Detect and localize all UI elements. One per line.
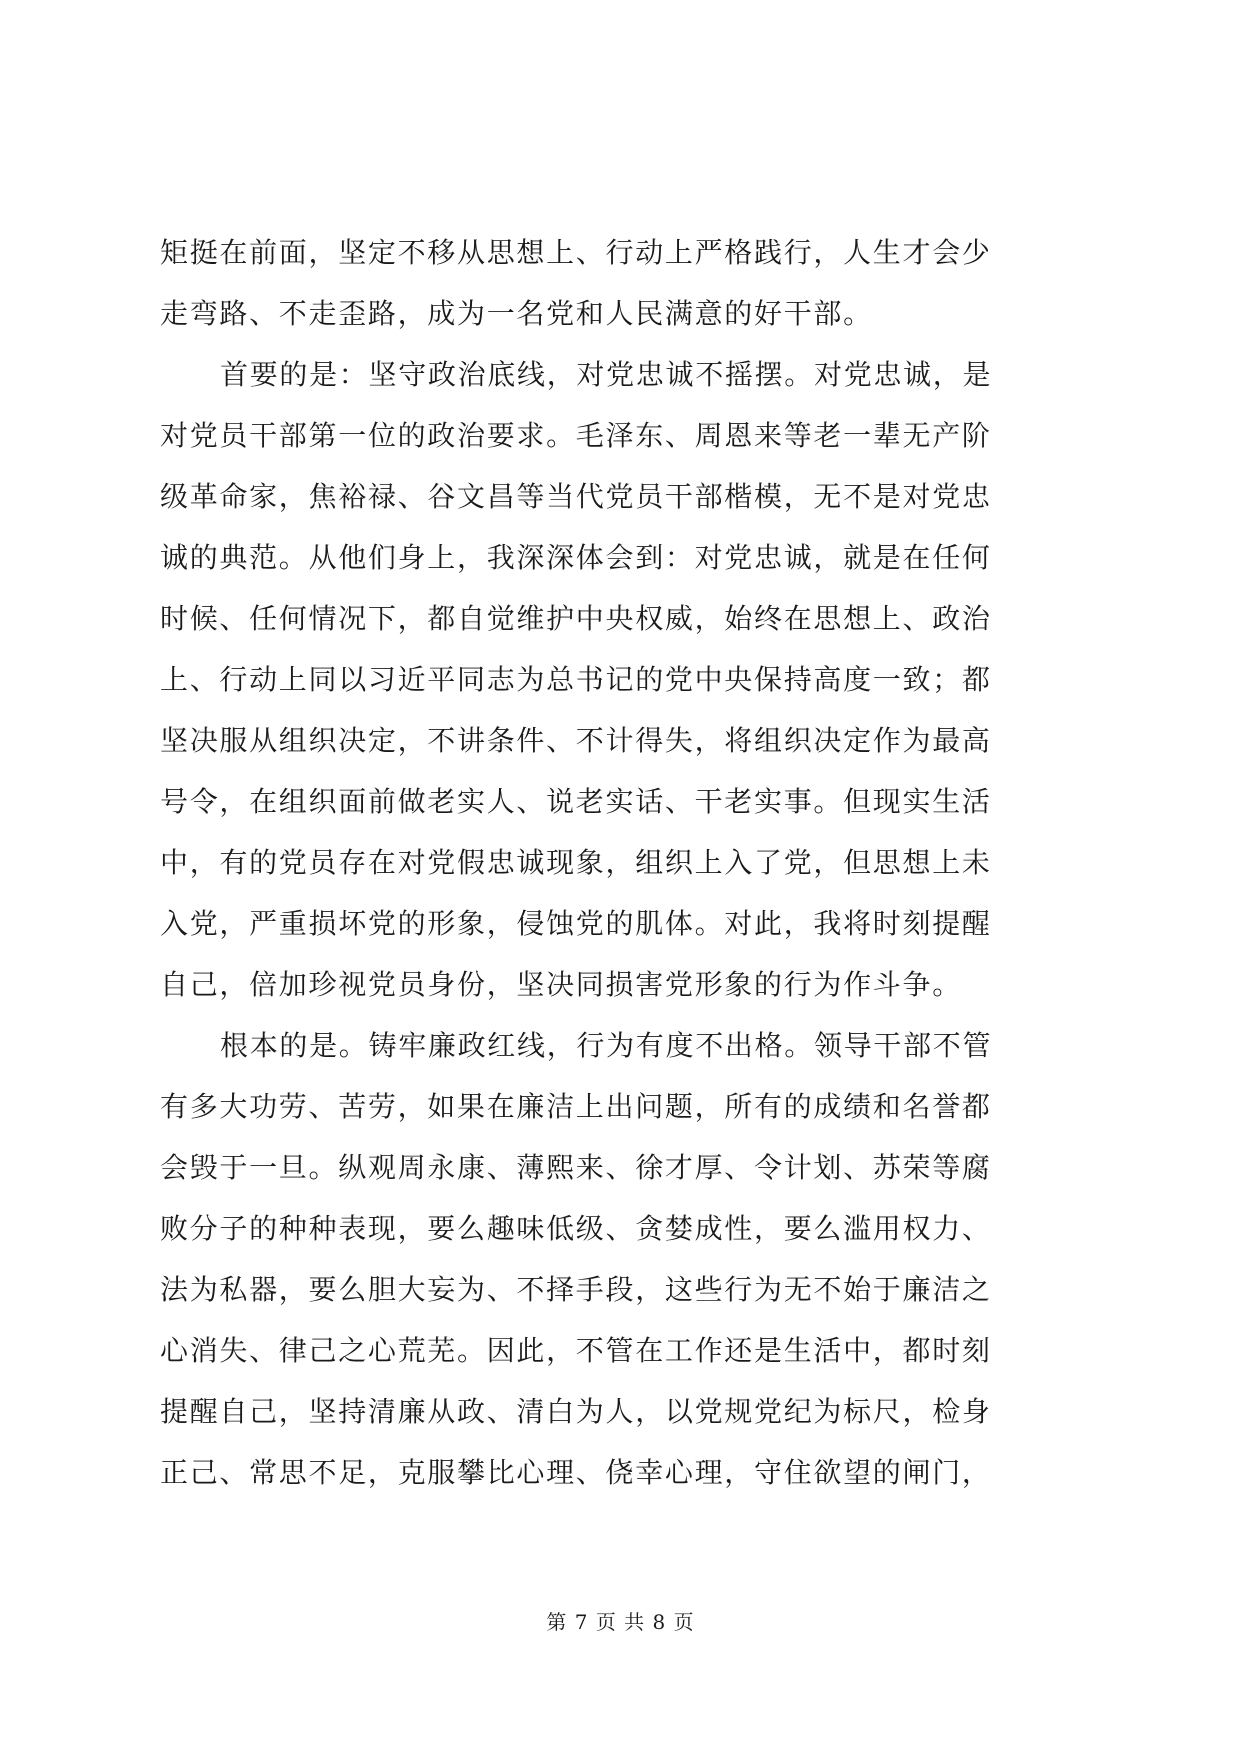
text-line: 会毁于一旦。纵观周永康、薄熙来、徐才厚、令计划、苏荣等腐 (160, 1151, 992, 1184)
text-line: 诚的典范。从他们身上，我深深体会到：对党忠诚，就是在任何 (160, 541, 992, 574)
text-line: 时候、任何情况下，都自觉维护中央权威，始终在思想上、政治 (160, 602, 992, 635)
body-text (160, 222, 1080, 1503)
text-line: 上、行动上同以习近平同志为总书记的党中央保持高度一致；都 (160, 663, 992, 696)
text-line: 对党员干部第一位的政治要求。毛泽东、周恩来等老一辈无产阶 (160, 419, 992, 452)
text-line: 心消失、律己之心荒芜。因此，不管在工作还是生活中，都时刻 (160, 1334, 992, 1367)
text-line: 根本的是。铸牢廉政红线，行为有度不出格。领导干部不管 (220, 1029, 993, 1062)
page-footer: 第 7 页 共 8 页 (546, 1610, 695, 1634)
text-line: 败分子的种种表现，要么趣味低级、贪婪成性，要么滥用权力、 (160, 1212, 992, 1245)
text-line: 自己，倍加珍视党员身份，坚决同损害党形象的行为作斗争。 (160, 968, 962, 1001)
text-line: 中，有的党员存在对党假忠诚现象，组织上入了党，但思想上未 (160, 846, 992, 879)
text-line: 法为私器，要么胆大妄为、不择手段，这些行为无不始于廉洁之 (160, 1273, 992, 1306)
text-line: 坚决服从组织决定，不讲条件、不计得失，将组织决定作为最高 (160, 724, 992, 757)
text-line: 提醒自己，坚持清廉从政、清白为人，以党规党纪为标尺，检身 (160, 1395, 992, 1428)
text-line: 走弯路、不走歪路，成为一名党和人民满意的好干部。 (160, 297, 873, 330)
text-line: 首要的是：坚守政治底线，对党忠诚不摇摆。对党忠诚，是 (220, 358, 993, 391)
text-line: 正己、常思不足，克服攀比心理、侥幸心理，守住欲望的闸门， (160, 1456, 992, 1489)
text-line: 级革命家，焦裕禄、谷文昌等当代党员干部楷模，无不是对党忠 (160, 480, 992, 513)
text-line: 矩挺在前面，坚定不移从思想上、行动上严格践行，人生才会少 (160, 236, 992, 269)
text-line: 入党，严重损坏党的形象，侵蚀党的肌体。对此，我将时刻提醒 (160, 907, 992, 940)
text-line: 号令，在组织面前做老实人、说老实话、干老实事。但现实生活 (160, 785, 992, 818)
text-line: 有多大功劳、苦劳，如果在廉洁上出问题，所有的成绩和名誉都 (160, 1090, 992, 1123)
